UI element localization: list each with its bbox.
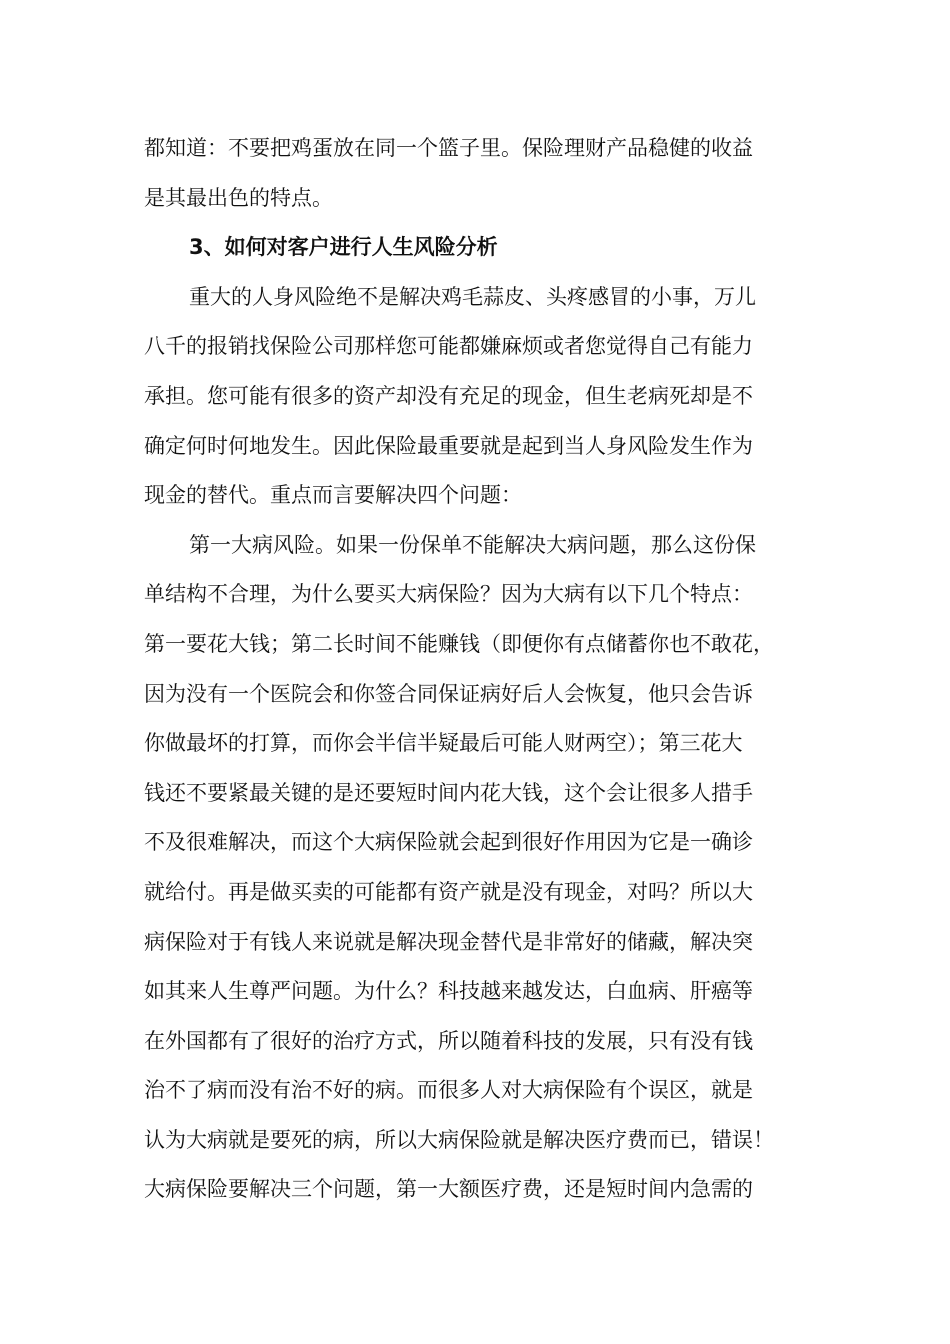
- paragraph-2-line: 在外国都有了很好的治疗方式，所以随着科技的发展，只有没有钱: [144, 1028, 753, 1053]
- paragraph-1-line: 承担。您可能有很多的资产却没有充足的现金，但生老病死却是不: [144, 383, 753, 408]
- paragraph-2-line: 认为大病就是要死的病，所以大病保险就是解决医疗费而已，错误！: [144, 1127, 774, 1152]
- paragraph-2-line: 你做最坏的打算，而你会半信半疑最后可能人财两空）；第三花大: [144, 731, 743, 756]
- paragraph-1-line: 现金的替代。重点而言要解决四个问题：: [144, 483, 522, 508]
- paragraph-2-line: 钱还不要紧最关键的是还要短时间内花大钱，这个会让很多人措手: [144, 780, 753, 805]
- document-body: [144, 124, 834, 1215]
- paragraph-1-line: 确定何时何地发生。因此保险最重要就是起到当人身风险发生作为: [144, 433, 753, 458]
- paragraph-2-line: 大病保险要解决三个问题，第一大额医疗费，还是短时间内急需的: [144, 1177, 753, 1202]
- paragraph-2-line: 治不了病而没有治不好的病。而很多人对大病保险有个误区，就是: [144, 1078, 753, 1103]
- paragraph-2-line: 如其来人生尊严问题。为什么？科技越来越发达，白血病、肝癌等: [144, 979, 753, 1004]
- intro-line: 都知道：不要把鸡蛋放在同一个篮子里。保险理财产品稳健的收益: [144, 136, 753, 160]
- paragraph-2-line: 单结构不合理，为什么要买大病保险？因为大病有以下几个特点：: [144, 582, 753, 607]
- paragraph-1-line: 八千的报销找保险公司那样您可能都嫌麻烦或者您觉得自己有能力: [144, 334, 753, 359]
- paragraph-2-line: 因为没有一个医院会和你签合同保证病好后人会恢复，他只会告诉: [144, 681, 753, 706]
- paragraph-1-line: 重大的人身风险绝不是解决鸡毛蒜皮、头疼感冒的小事，万儿: [189, 284, 756, 309]
- paragraph-2-line: 就给付。再是做买卖的可能都有资产就是没有现金，对吗？所以大: [144, 879, 753, 904]
- section-heading: 3、如何对客户进行人生风险分析: [189, 235, 498, 260]
- paragraph-2-line: 第一大病风险。如果一份保单不能解决大病问题，那么这份保: [189, 532, 756, 557]
- paragraph-2-line: 病保险对于有钱人来说就是解决现金替代是非常好的储藏，解决突: [144, 929, 753, 954]
- paragraph-2-line: 不及很难解决，而这个大病保险就会起到很好作用因为它是一确诊: [144, 830, 753, 855]
- intro-line: 是其最出色的特点。: [144, 185, 333, 210]
- paragraph-2-line: 第一要花大钱；第二长时间不能赚钱（即便你有点储蓄你也不敢花，: [144, 631, 774, 656]
